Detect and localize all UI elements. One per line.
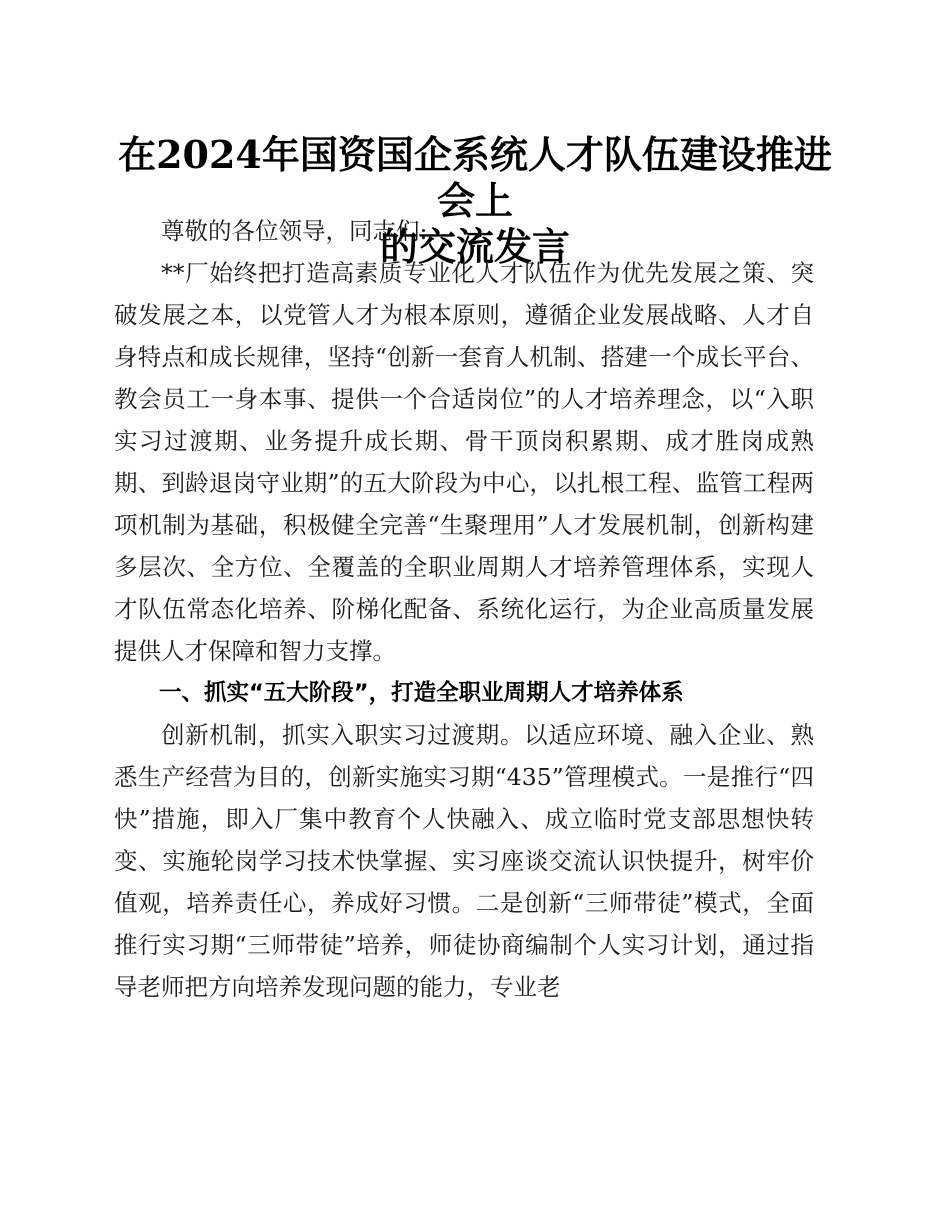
title-line-1: 在2024年国资国企系统人才队伍建设推进会上 bbox=[118, 132, 832, 223]
section-heading: 一、抓实“五大阶段”，打造全职业周期人才培养体系 bbox=[159, 680, 684, 706]
section-paragraph: 创新机制，抓实入职实习过渡期。以适应环境、融入企业、熟悉生产经营为目的，创新实施实习期“435”管理模式。一是推行“四快”措施，即入厂集中教育个人快融入、成立临时党支部思想快转变、实施轮岗学习技术快掌握、实习座谈交流认识快提升，树牢价值观，培养责任心，养成好习惯。二是创新“三师带徒”模式，全面推行实习期“三师带徒”培养，师徒协商编制个人实习计划，通过指导老师把方向培养发现问题的能力，专业老 bbox=[114, 721, 814, 1001]
document-body bbox=[114, 210, 814, 1008]
salutation: 尊敬的各位领导，同志们: bbox=[161, 217, 428, 245]
title-line-2: 的交流发言 bbox=[379, 224, 570, 269]
intro-paragraph: **厂始终把打造高素质专业化人才队伍作为优先发展之策、突破发展之本，以党管人才为根本原则，遵循企业发展战略、人才自身特点和成长规律，坚持“创新一套育人机制、搭建一个成长平台、教会员工一身本事、提供一个合适岗位”的人才培养理念，以“入职实习过渡期、业务提升成长期、骨干顶岗积累期、成才胜岗成熟期、到龄退岗守业期”的五大阶段为中心，以扎根工程、监管工程两项机制为基础，积极健全完善“生聚理用”人才发展机制，创新构建多层次、全方位、全覆盖的全职业周期人才培养管理体系，实现人才队伍常态化培养、阶梯化配备、系统化运行，为企业高质量发展提供人才保障和智力支撑。 bbox=[114, 259, 814, 665]
